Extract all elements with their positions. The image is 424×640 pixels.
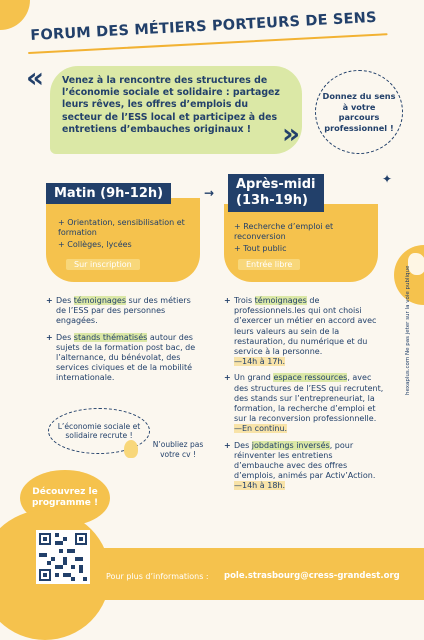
list-item: + Un grand espace ressources, avec des structures de l’ESS qui recrutent, des stands sur l’entrepreneuriat, la formation, la recherche d’emploi et sur la reconversion professionnelle. —En continu. (224, 373, 384, 434)
plus-icon: + (224, 296, 231, 305)
afternoon-item: + Tout public (234, 244, 287, 253)
meaning-bubble (315, 70, 403, 154)
program-button-label: Découvrez le programme ! (31, 487, 99, 508)
plus-icon: + (224, 373, 231, 383)
plus-icon: + (46, 296, 53, 305)
footer-email[interactable]: pole.strasbourg@cress-grandest.org (224, 571, 400, 581)
list-item: + Des témoignages sur des métiers de l’ESS par des personnes engagées. (46, 296, 191, 326)
morning-title: Matin (9h-12h) (46, 183, 171, 204)
list-item: + Trois témoignages de professionnels.les qui ont choisi d’exercer un métier en accord avec leurs valeurs au sein de la restauration, du numérique et du service à la personne. —14h à 17h. (224, 296, 377, 367)
time-label: —14h à 17h. (234, 357, 286, 367)
time-label: —14h à 18h. (234, 481, 286, 491)
quote-close-icon: » (282, 117, 301, 150)
afternoon-title-line1: Après-midi (236, 177, 316, 192)
morning-item: + Collèges, lycées (58, 240, 132, 249)
list-item: + Des stands thématisés autour des sujets de la formation post bac, de l’alternance, du bénévolat, des services civiques et de la mobilité internationale. (46, 332, 196, 383)
qr-code[interactable] (36, 530, 90, 584)
highlight: témoignages (73, 296, 126, 305)
plus-icon: + (46, 332, 53, 342)
footer-label: Pour plus d’informations : (106, 572, 209, 581)
highlight: jobdatings inversés (251, 440, 330, 450)
arrow-icon: → (204, 186, 215, 200)
morning-list (58, 218, 194, 252)
morning-tag: Sur inscription (66, 259, 140, 270)
highlight: témoignages (254, 296, 307, 305)
afternoon-list (234, 222, 374, 256)
cv-note: N’oubliez pas votre cv ! (152, 440, 204, 459)
afternoon-title-line2: (13h-19h) (236, 193, 308, 208)
list-item: + Des jobdatings inversés, pour réinventer les entretiens d’embauche avec des offres d’emplois, animés par Activ’Action. —14h à 18h. (224, 440, 376, 491)
top-left-deco (0, 0, 30, 30)
highlight: espace ressources (273, 373, 348, 383)
sparkle-icon: ✦ (382, 172, 393, 186)
morning-item: + Orientation, sensibilisation et formation (58, 218, 185, 237)
left-column (46, 296, 202, 390)
time-label: —En continu. (234, 424, 288, 434)
afternoon-item: + Recherche d’emploi et reconversion (234, 222, 334, 241)
afternoon-tag: Entrée libre (238, 259, 300, 270)
right-column (224, 296, 384, 498)
quote-open-icon: « (26, 61, 45, 94)
meaning-bubble-text: Donnez du sens à votre parcours professionnel ! (322, 91, 396, 133)
highlight: stands thématisés (73, 332, 148, 342)
afternoon-title (228, 174, 324, 212)
side-text: hexaplus.com Ne pas jeter sur la voie publique (405, 265, 411, 395)
ess-bubble-text: L’économie sociale et solidaire recrute ! (57, 421, 141, 440)
intro-text: Venez à la rencontre des structures de l’économie sociale et solidaire : partagez leurs rêves, les offres d’emplois du secteur de l’ESS local et participez à des entretiens d’embauches originaux ! (62, 75, 280, 135)
page-title: FORUM DES MÉTIERS PORTEURS DE SENS (30, 9, 378, 44)
lightbulb-icon (124, 440, 138, 458)
plus-icon: + (224, 440, 231, 450)
intro-block (50, 66, 302, 154)
